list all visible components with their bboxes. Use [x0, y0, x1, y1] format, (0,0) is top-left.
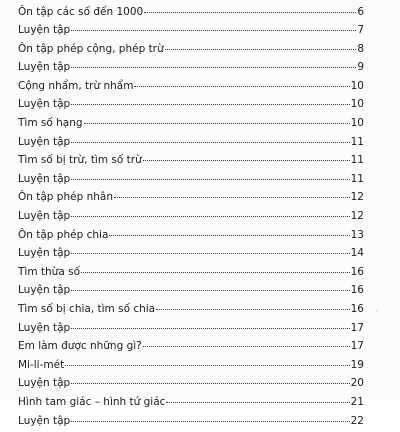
toc-dot-leader	[134, 78, 349, 89]
toc-entry-page: 20	[350, 377, 364, 390]
toc-entry-title: Luyện tập	[18, 135, 71, 148]
toc-entry-title: Luyện tập	[18, 172, 71, 185]
toc-entry-title: Luyện tập	[18, 61, 71, 74]
toc-dot-leader	[165, 41, 357, 52]
toc-entry-page: 17	[350, 321, 364, 334]
toc-entry	[18, 394, 364, 413]
toc-entry	[18, 116, 364, 135]
toc-entry	[18, 171, 364, 190]
toc-entry-page: 16	[350, 265, 364, 278]
toc-dot-leader	[81, 264, 350, 275]
toc-entry-title: Ôn tập các số đến 1000	[18, 5, 144, 18]
toc-dot-leader	[166, 394, 349, 405]
toc-entry-title: Ôn tập phép cộng, phép trừ	[18, 42, 164, 55]
toc-entry-page: 16	[350, 303, 364, 315]
toc-entry-page: 11	[350, 172, 364, 185]
toc-entry	[18, 283, 364, 302]
toc-dot-leader	[71, 60, 356, 71]
toc-entry-title: Mi-li-mét	[18, 358, 65, 371]
toc-entry-page: 13	[350, 228, 364, 241]
toc-dot-leader	[109, 227, 349, 238]
toc-entry	[18, 302, 364, 321]
toc-entry-page: 12	[350, 191, 364, 204]
toc-entry-title: Luyện tập	[18, 247, 71, 260]
toc-entry-page: 9	[357, 61, 364, 74]
toc-entry-title: Luyện tập	[18, 98, 71, 111]
toc-dot-leader	[71, 97, 349, 108]
toc-dot-leader	[71, 413, 349, 424]
toc-entry-page: 7	[357, 24, 364, 37]
toc-entry	[18, 227, 364, 246]
toc-dot-leader	[71, 134, 349, 145]
toc-dot-leader	[65, 357, 349, 368]
toc-entry	[18, 41, 364, 60]
toc-entry-title: Luyện tập	[18, 24, 71, 37]
toc-entry-page: 10	[350, 117, 364, 130]
toc-entry	[18, 78, 364, 97]
toc-entry	[18, 339, 364, 358]
toc-dot-leader	[144, 4, 356, 15]
toc-entry-page: 8	[357, 42, 364, 55]
toc-entry	[18, 23, 364, 42]
toc-dot-leader	[156, 302, 350, 313]
toc-entry	[18, 134, 364, 153]
toc-entry-title: Tìm số bị chia, tìm số chia	[18, 303, 156, 315]
toc-entry-title: Luyện tập	[18, 414, 71, 427]
toc-entry-title: Luyện tập	[18, 284, 71, 297]
page-speck: ˆ	[375, 310, 379, 318]
toc-entry	[18, 153, 364, 172]
toc-entry	[18, 264, 364, 283]
toc-entry-title: Ôn tập phép nhân	[18, 191, 113, 204]
toc-dot-leader	[143, 153, 350, 164]
toc-entry-title: Tìm số bị trừ, tìm số trừ	[18, 154, 142, 167]
toc-dot-leader	[71, 171, 349, 182]
toc-entry-title: Ôn tập phép chia	[18, 228, 109, 241]
toc-entry-title: Hình tam giác – hình tứ giác	[18, 395, 166, 408]
toc-entry	[18, 246, 364, 265]
toc-entry-title: Tìm thừa số	[18, 265, 80, 278]
toc-entry	[18, 190, 364, 209]
toc-entry-title: Luyện tập	[18, 321, 71, 334]
toc-entry-title: Cộng nhẩm, trừ nhẩm	[18, 79, 134, 92]
table-of-contents	[18, 4, 364, 432]
toc-entry-page: 14	[350, 247, 364, 260]
toc-dot-leader	[114, 190, 350, 201]
toc-dot-leader	[71, 23, 356, 34]
toc-entry	[18, 209, 364, 228]
toc-entry	[18, 376, 364, 395]
toc-entry-page: 17	[350, 340, 364, 353]
toc-dot-leader	[71, 209, 349, 220]
toc-entry	[18, 4, 364, 23]
toc-entry	[18, 320, 364, 339]
toc-entry-page: 19	[350, 358, 364, 371]
toc-entry-page: 16	[350, 284, 364, 297]
toc-entry-title: Em làm được những gì?	[18, 340, 142, 353]
toc-entry	[18, 60, 364, 79]
toc-entry-title: Luyện tập	[18, 210, 71, 223]
toc-entry-page: 10	[350, 79, 364, 92]
toc-entry	[18, 357, 364, 376]
toc-dot-leader	[71, 283, 349, 294]
toc-entry-title: Luyện tập	[18, 377, 71, 390]
toc-dot-leader	[71, 320, 349, 331]
toc-entry-page: 21	[350, 395, 364, 408]
toc-entry-page: 6	[357, 5, 364, 18]
toc-entry-page: 12	[350, 210, 364, 223]
toc-entry-page: 11	[350, 135, 364, 148]
toc-dot-leader	[71, 246, 349, 257]
toc-dot-leader	[71, 376, 349, 387]
toc-dot-leader	[143, 339, 350, 350]
toc-entry-page: 10	[350, 98, 364, 111]
toc-entry-title: Tìm số hạng	[18, 117, 83, 130]
toc-dot-leader	[84, 116, 350, 127]
toc-entry-page: 22	[350, 414, 364, 427]
toc-entry-page: 11	[350, 154, 364, 167]
toc-entry	[18, 97, 364, 116]
toc-entry	[18, 413, 364, 432]
